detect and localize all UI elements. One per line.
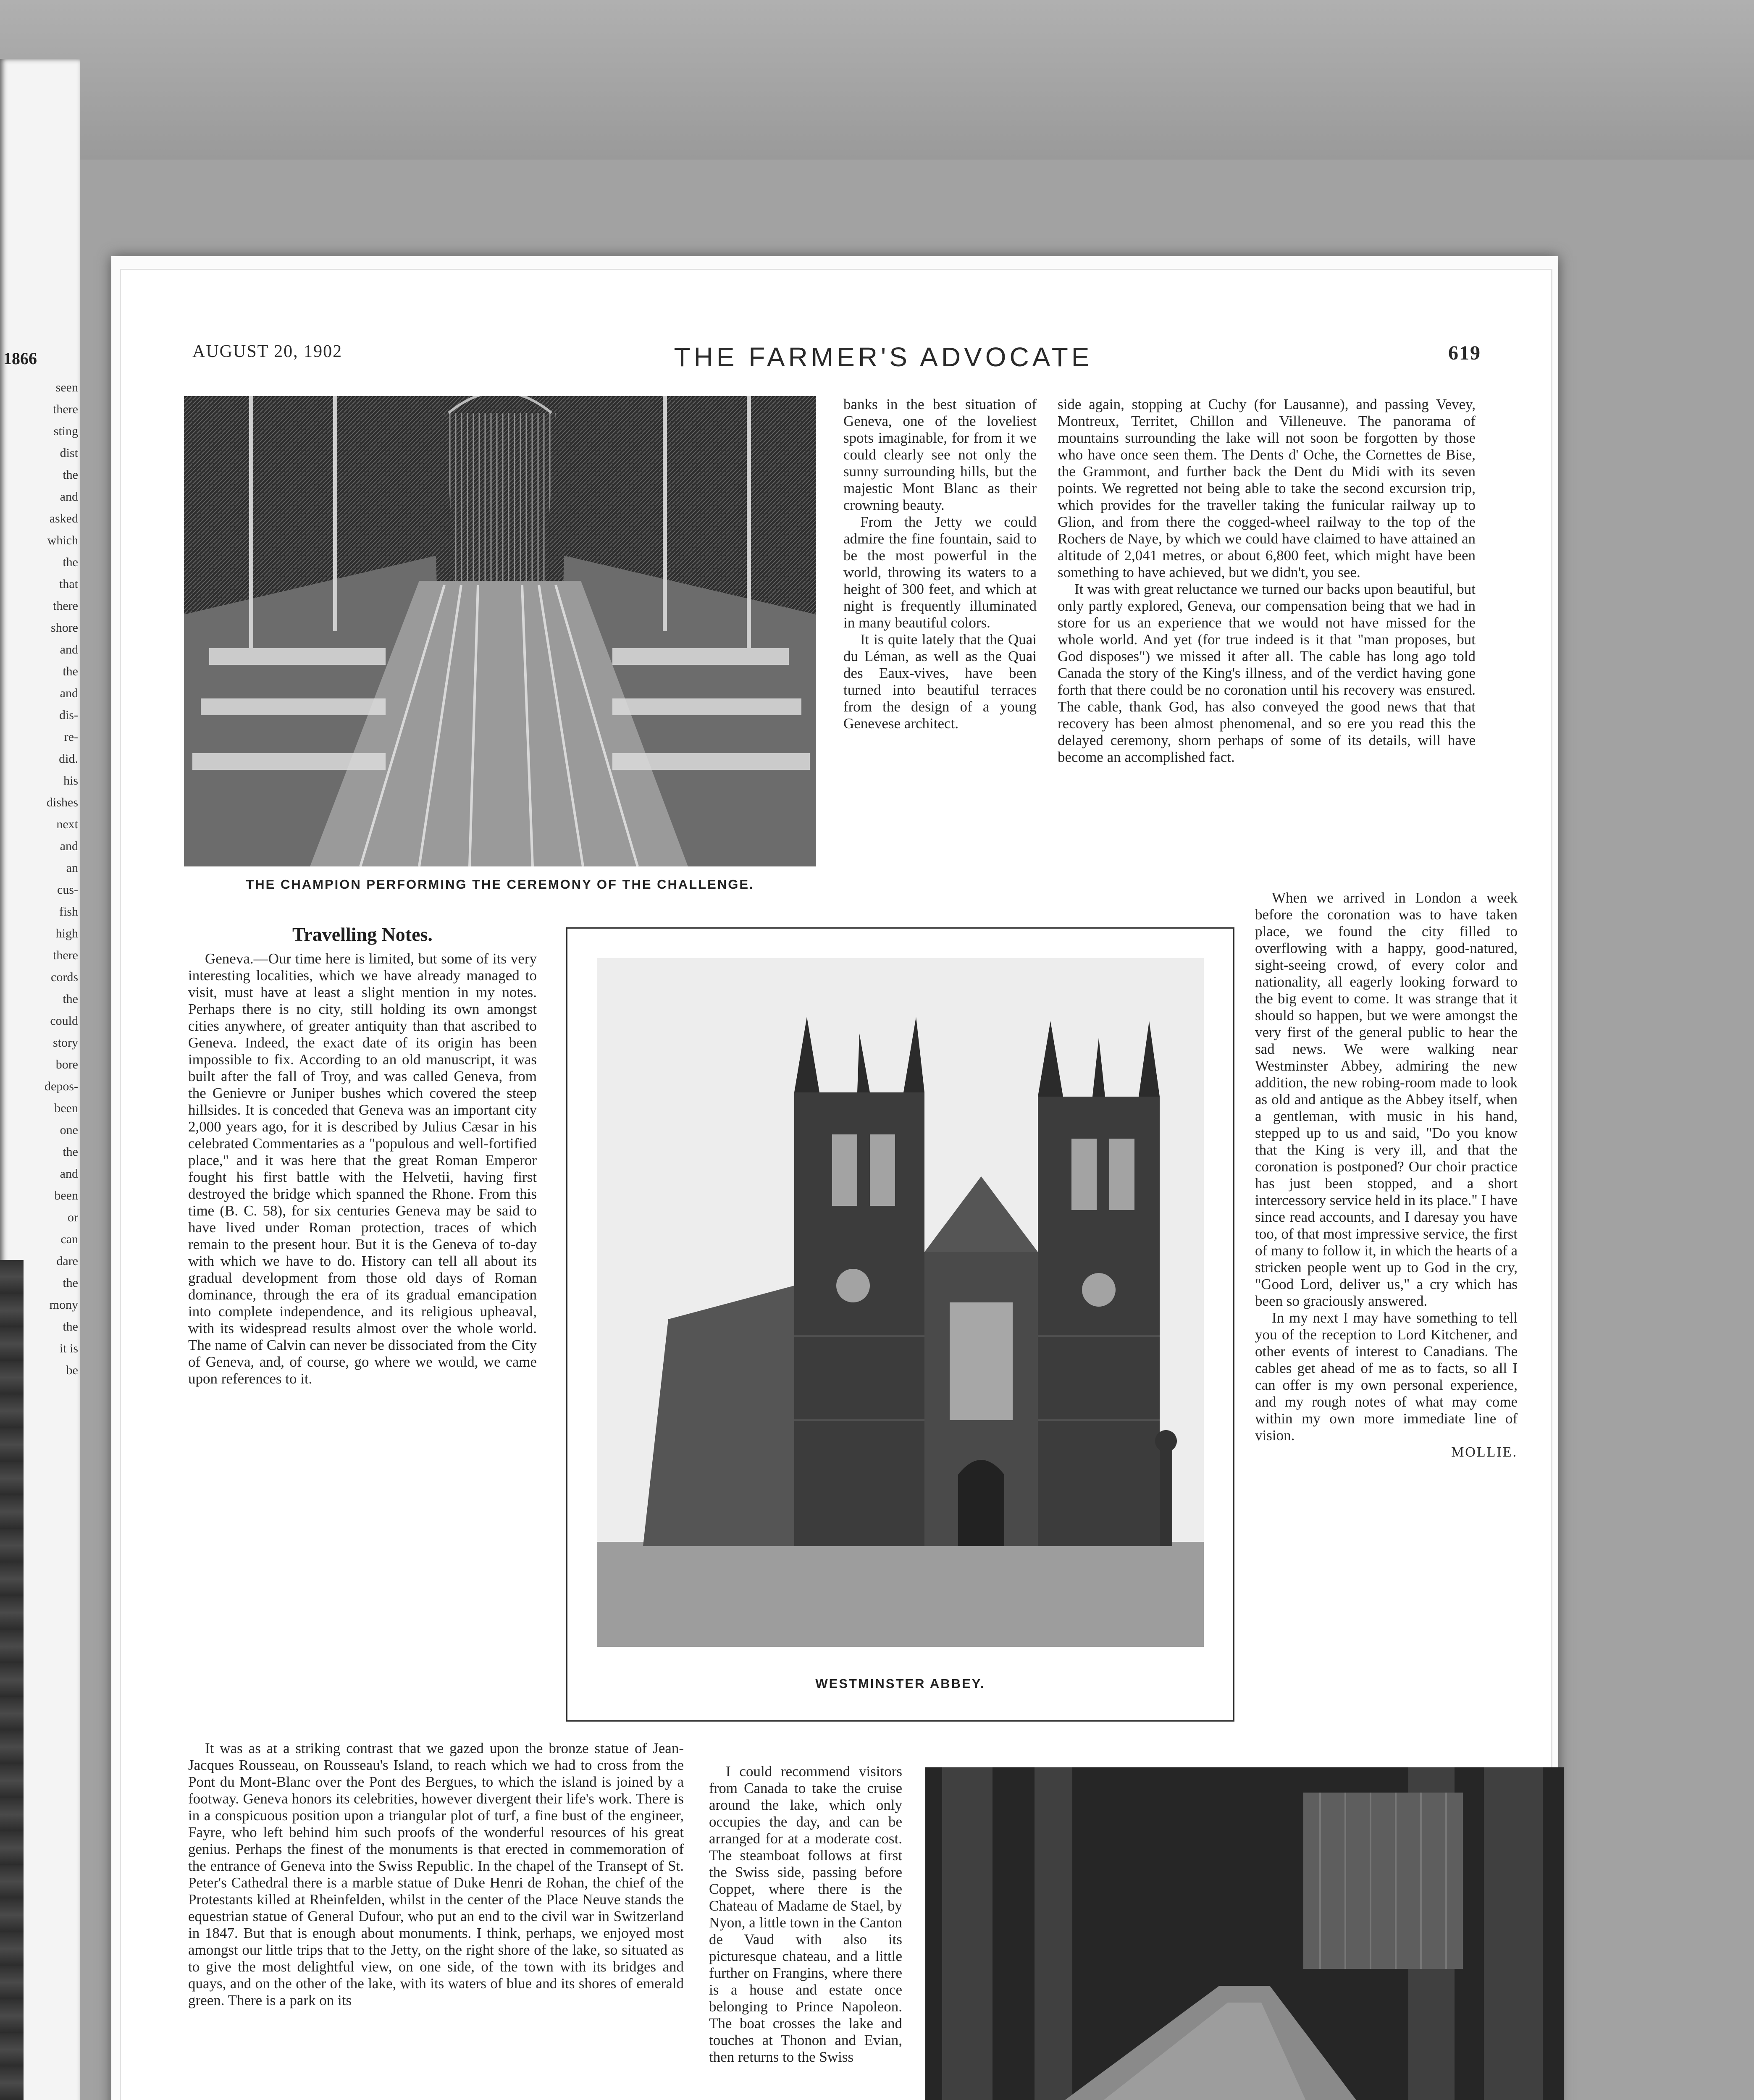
page-number: 619 <box>1448 342 1481 364</box>
adjacent-page-fragment-line: mony <box>49 1298 78 1312</box>
scan-background-top <box>0 0 1754 160</box>
adjacent-page-fragment-line: or <box>68 1210 78 1224</box>
paragraph-geneva-banks: banks in the best situation of Geneva, one of the loveliest spots imaginable, for from it we could clearly see not only the sunny surrounding hills, but the majestic Mont Blanc as their crowning beauty. <box>843 396 1037 513</box>
paragraph-coronation-postponed: It was with great reluctance we turned our backs upon beautiful, but only partly explored, Geneva, our compensation being that we had in store for us an experience that we would not have missed for the whole world. And yet (for true indeed is it that "man proposes, but God disposes") we missed it after all. The cable has long ago told Canada the story of the King's illness, and of the verdict having gone forth that there could be no coronation until his recovery was ensured. The cable, thank God, has also conveyed the good news that that recovery has been almost phenomenal, and so ere you read this the delayed ceremony, shorn perhaps of some of its details, will have become an accomplished fact. <box>1058 581 1476 765</box>
adjacent-page-fragment-line: be <box>66 1363 78 1377</box>
adjacent-page-fragment-line: and <box>60 839 78 853</box>
adjacent-page-fragment-line: can <box>60 1232 78 1246</box>
adjacent-page-fragment-line: seen <box>55 381 78 394</box>
article-heading: Travelling Notes. <box>292 924 433 945</box>
adjacent-page-fragment-line: story <box>53 1036 78 1050</box>
newspaper-page <box>111 256 1558 2100</box>
adjacent-page-fragment-line: an <box>66 861 78 875</box>
adjacent-page-fragment-line: asked <box>49 512 78 525</box>
adjacent-page-fragment-line: the <box>63 664 78 678</box>
adjacent-page-fragment-line: dis- <box>59 708 78 722</box>
page-frame <box>120 269 1552 2100</box>
adjacent-page-fragment-line: depos- <box>45 1079 78 1093</box>
adjacent-page-fragment-line: the <box>63 992 78 1006</box>
masthead-title: THE FARMER'S ADVOCATE <box>674 342 1093 372</box>
author-signature: MOLLIE. <box>1451 1444 1518 1460</box>
choir-photo <box>925 1767 1564 2100</box>
adjacent-page-fragment-line: next <box>56 817 78 831</box>
adjacent-page-fragment-line: there <box>53 402 78 416</box>
paragraph-geneva-history: Geneva.—Our time here is limited, but some of its very interesting localities, which we have already managed to visit, must have at least a slight mention in my notes. Perhaps there is no city, still holding its own amongst cities anywhere, of greater antiquity than that ascribed to Geneva. Indeed, the exact date of its origin has been impossible to fix. According to an old manuscript, it was built after the fall of Troy, and was called Geneva, from the Genievre or Juniper bushes which covered the steep hillsides. It is conceded that Geneva was an important city 2,000 years ago, for it is described by Julius Cæsar in his celebrated Commentaries as a "populous and well-fortified place," and it was here that the great Roman Emperor fought his first battle with the Helvetii, having first destroyed the bridge which spanned the Rhone. From this time (B. C. 58), for six centuries Geneva may be said to have lived under Roman protection, traces of which remain to the present hour. But it is the Geneva of to-day with which we have to do. History can tell all about its gradual development from those old days of Roman dominance, through the era of its gradual emancipation into complete independence, and its religious upheaval, with its widespread results almost over the whole world. The name of Calvin can never be dissociated from the City of Geneva, and, of course, go where we would, we came upon references to it. <box>188 950 537 1387</box>
abbey-caption: WESTMINSTER ABBEY. <box>815 1676 985 1691</box>
adjacent-page-text <box>0 377 80 1381</box>
adjacent-page-fragment-line: that <box>59 577 78 591</box>
champion-caption: THE CHAMPION PERFORMING THE CEREMONY OF THE CHALLENGE. <box>246 877 754 892</box>
adjacent-page-fragment-line: the <box>63 468 78 482</box>
adjacent-page-fragment-line: and <box>60 643 78 656</box>
champion-engraving <box>184 396 816 866</box>
adjacent-page-fragment-line: one <box>60 1123 78 1137</box>
paragraph-jetty-fountain: From the Jetty we could admire the fine fountain, said to be the most powerful in the world, throwing its waters to a height of 300 feet, and which at night is frequently illuminated in many beautiful colors. <box>843 514 1037 631</box>
issue-date: AUGUST 20, 1902 <box>192 342 343 361</box>
westminster-abbey-photo <box>597 958 1204 1647</box>
adjacent-page-fragment-line: there <box>53 948 78 962</box>
paragraph-rousseau-monuments: It was as at a striking contrast that we gazed upon the bronze statue of Jean-Jacques Rousseau, on Rousseau's Island, to reach which we had to cross from the Pont du Mont-Blanc over the Pont des Bergues, to which the island is joined by a footway. Geneva honors its celebrities, however divergent their life's work. There is in a conspicuous position upon a triangular plot of turf, a fine bust of the engineer, Fayre, who left behind him such proofs of the wonderful resources of his great genius. Perhaps the finest of the monuments is that erected in commemoration of the entrance of Geneva into the Swiss Republic. In the chapel of the Transept of St. Peter's Cathedral there is a marble statue of Duke Henri de Rohan, the chief of the Protestants killed at Rheinfelden, whilst in the center of the Place Neuve stands the equestrian statue of General Dufour, who put an end to the civil war in Switzerland in 1847. But that is enough about monuments. I think, perhaps, we enjoyed most amongst our little trips that to the Jetty, on the right shore of the lake, so situated as to give the most delightful view, on one side, of the town with its bridges and quays, and on the other of the lake, with its waters of blue and its shores of emerald green. There is a park on its <box>188 1740 684 2008</box>
abbey-facade <box>597 958 1204 1647</box>
article-column-3-top <box>1058 396 1476 766</box>
adjacent-page-fragment-line: the <box>63 1145 78 1159</box>
adjacent-page-fragment-line: dist <box>60 446 78 460</box>
adjacent-page-fragment-line: it is <box>59 1341 78 1355</box>
article-column-2-top <box>843 396 1037 732</box>
article-column-1 <box>188 950 537 1387</box>
adjacent-page-fragment-line: dishes <box>47 795 78 809</box>
champion-ceremony-illustration <box>184 396 816 866</box>
adjacent-page-fragment-line: dare <box>56 1254 78 1268</box>
adjacent-page-fragment-line: fish <box>59 905 78 919</box>
adjacent-page-fragment-line: cus- <box>57 883 78 897</box>
adjacent-page-fragment-line: did. <box>59 752 78 766</box>
adjacent-page-fragment-line: and <box>60 686 78 700</box>
adjacent-page-fragment-line: shore <box>51 621 78 635</box>
adjacent-page-fragment-line: been <box>54 1189 78 1202</box>
adjacent-page-fragment-line: bore <box>55 1058 78 1071</box>
paragraph-quai-terraces: It is quite lately that the Quai du Léman, as well as the Quai des Eaux-vives, have been turned into beautiful terraces from the design of a young Genevese architect. <box>843 631 1037 732</box>
adjacent-page-fragment-line: the <box>63 1320 78 1334</box>
adjacent-page-fragment-line: and <box>60 1167 78 1181</box>
adjacent-page-year: 1866 <box>3 349 37 368</box>
adjacent-page-fragment-line: there <box>53 599 78 613</box>
adjacent-page-fragment-line: his <box>63 774 78 788</box>
adjacent-page-image-edge <box>0 1260 24 2100</box>
adjacent-page-fragment-line: cords <box>51 970 78 984</box>
adjacent-page-fragment-line: and <box>60 490 78 504</box>
article-column-4 <box>1255 890 1518 1461</box>
paragraph-arrival-london: When we arrived in London a week before the coronation was to have taken place, we found the city filled to overflowing with a happy, good-natured, sight-seeing crowd, of every color and nationality, all eagerly looking forward to the big event to come. It was strange that it should so happen, but we were amongst the very first of the general public to hear the sad news. We were walking near Westminster Abbey, admiring the new addition, the new robing-room made to look as old and antique as the Abbey itself, when a gentleman, with music in his hand, stepped up to us and said, "Do you know that the King is very ill, and that the coronation is postponed? Our choir practice has just been stopped, and a short intercessory service held in its place." I have since read accounts, and I daresay you have too, of that most impressive service, the first of many to follow it, in which the hearts of a stricken people went up to God in the cry, "Good Lord, deliver us," a cry which has been so graciously answered. <box>1255 890 1518 1309</box>
choir-interior <box>925 1767 1564 2100</box>
abbey-picture-frame <box>566 927 1234 1722</box>
adjacent-page-fragment-line: the <box>63 555 78 569</box>
paragraph-lake-cruise: I could recommend visitors from Canada to take the cruise around the lake, which only occupies the day, and can be arranged for at a moderate cost. The steamboat follows at first the Swiss side, passing before Coppet, where there is the Chateau of Madame de Stael, by Nyon, a little town in the Canton de Vaud with also its picturesque chateau, and a little further on Frangins, where there is a house and estate once belonging to Prince Napoleon. The boat crosses the lake and touches at Thonon and Evian, then returns to the Swiss <box>709 1763 902 2065</box>
adjacent-page-fragment-line: the <box>63 1276 78 1290</box>
adjacent-page-fragment-line: re- <box>64 730 78 744</box>
adjacent-page-fragment-line: high <box>55 927 78 940</box>
paragraph-next-letter: In my next I may have something to tell you of the reception to Lord Kitchener, and other events of interest to Canadians. The cables get ahead of me as to facts, so all I can offer is my own personal experience, and my rough notes of what may come within my own more immediate line of vision. <box>1255 1310 1518 1444</box>
adjacent-page-fragment-line: been <box>54 1101 78 1115</box>
article-column-1-continued <box>188 1740 684 2009</box>
article-column-2-bottom <box>709 1763 902 2066</box>
adjacent-page-fragment-line: could <box>50 1014 78 1028</box>
adjacent-page-fragment-line: sting <box>53 424 78 438</box>
paragraph-lake-panorama: side again, stopping at Cuchy (for Lausanne), and passing Vevey, Montreux, Territet, Chillon and Villeneuve. The panorama of mountains surrounding the lake will not soon be forgotten by those who have once seen them. The Dents d' Oche, the Cornettes de Bise, the Grammont, and further back the Dent du Midi with its seven points. We regretted not being able to take the second excursion trip, which provides for the traveller taking the funicular railway up to Glion, and from there the cogged-wheel railway to the top of the Rochers de Naye, by which we could have claimed to have attained an altitude of 2,041 metres, or about 6,800 feet, which might have been something to have achieved, but we didn't, you see. <box>1058 396 1476 580</box>
adjacent-page-fragment-line: which <box>47 533 78 547</box>
